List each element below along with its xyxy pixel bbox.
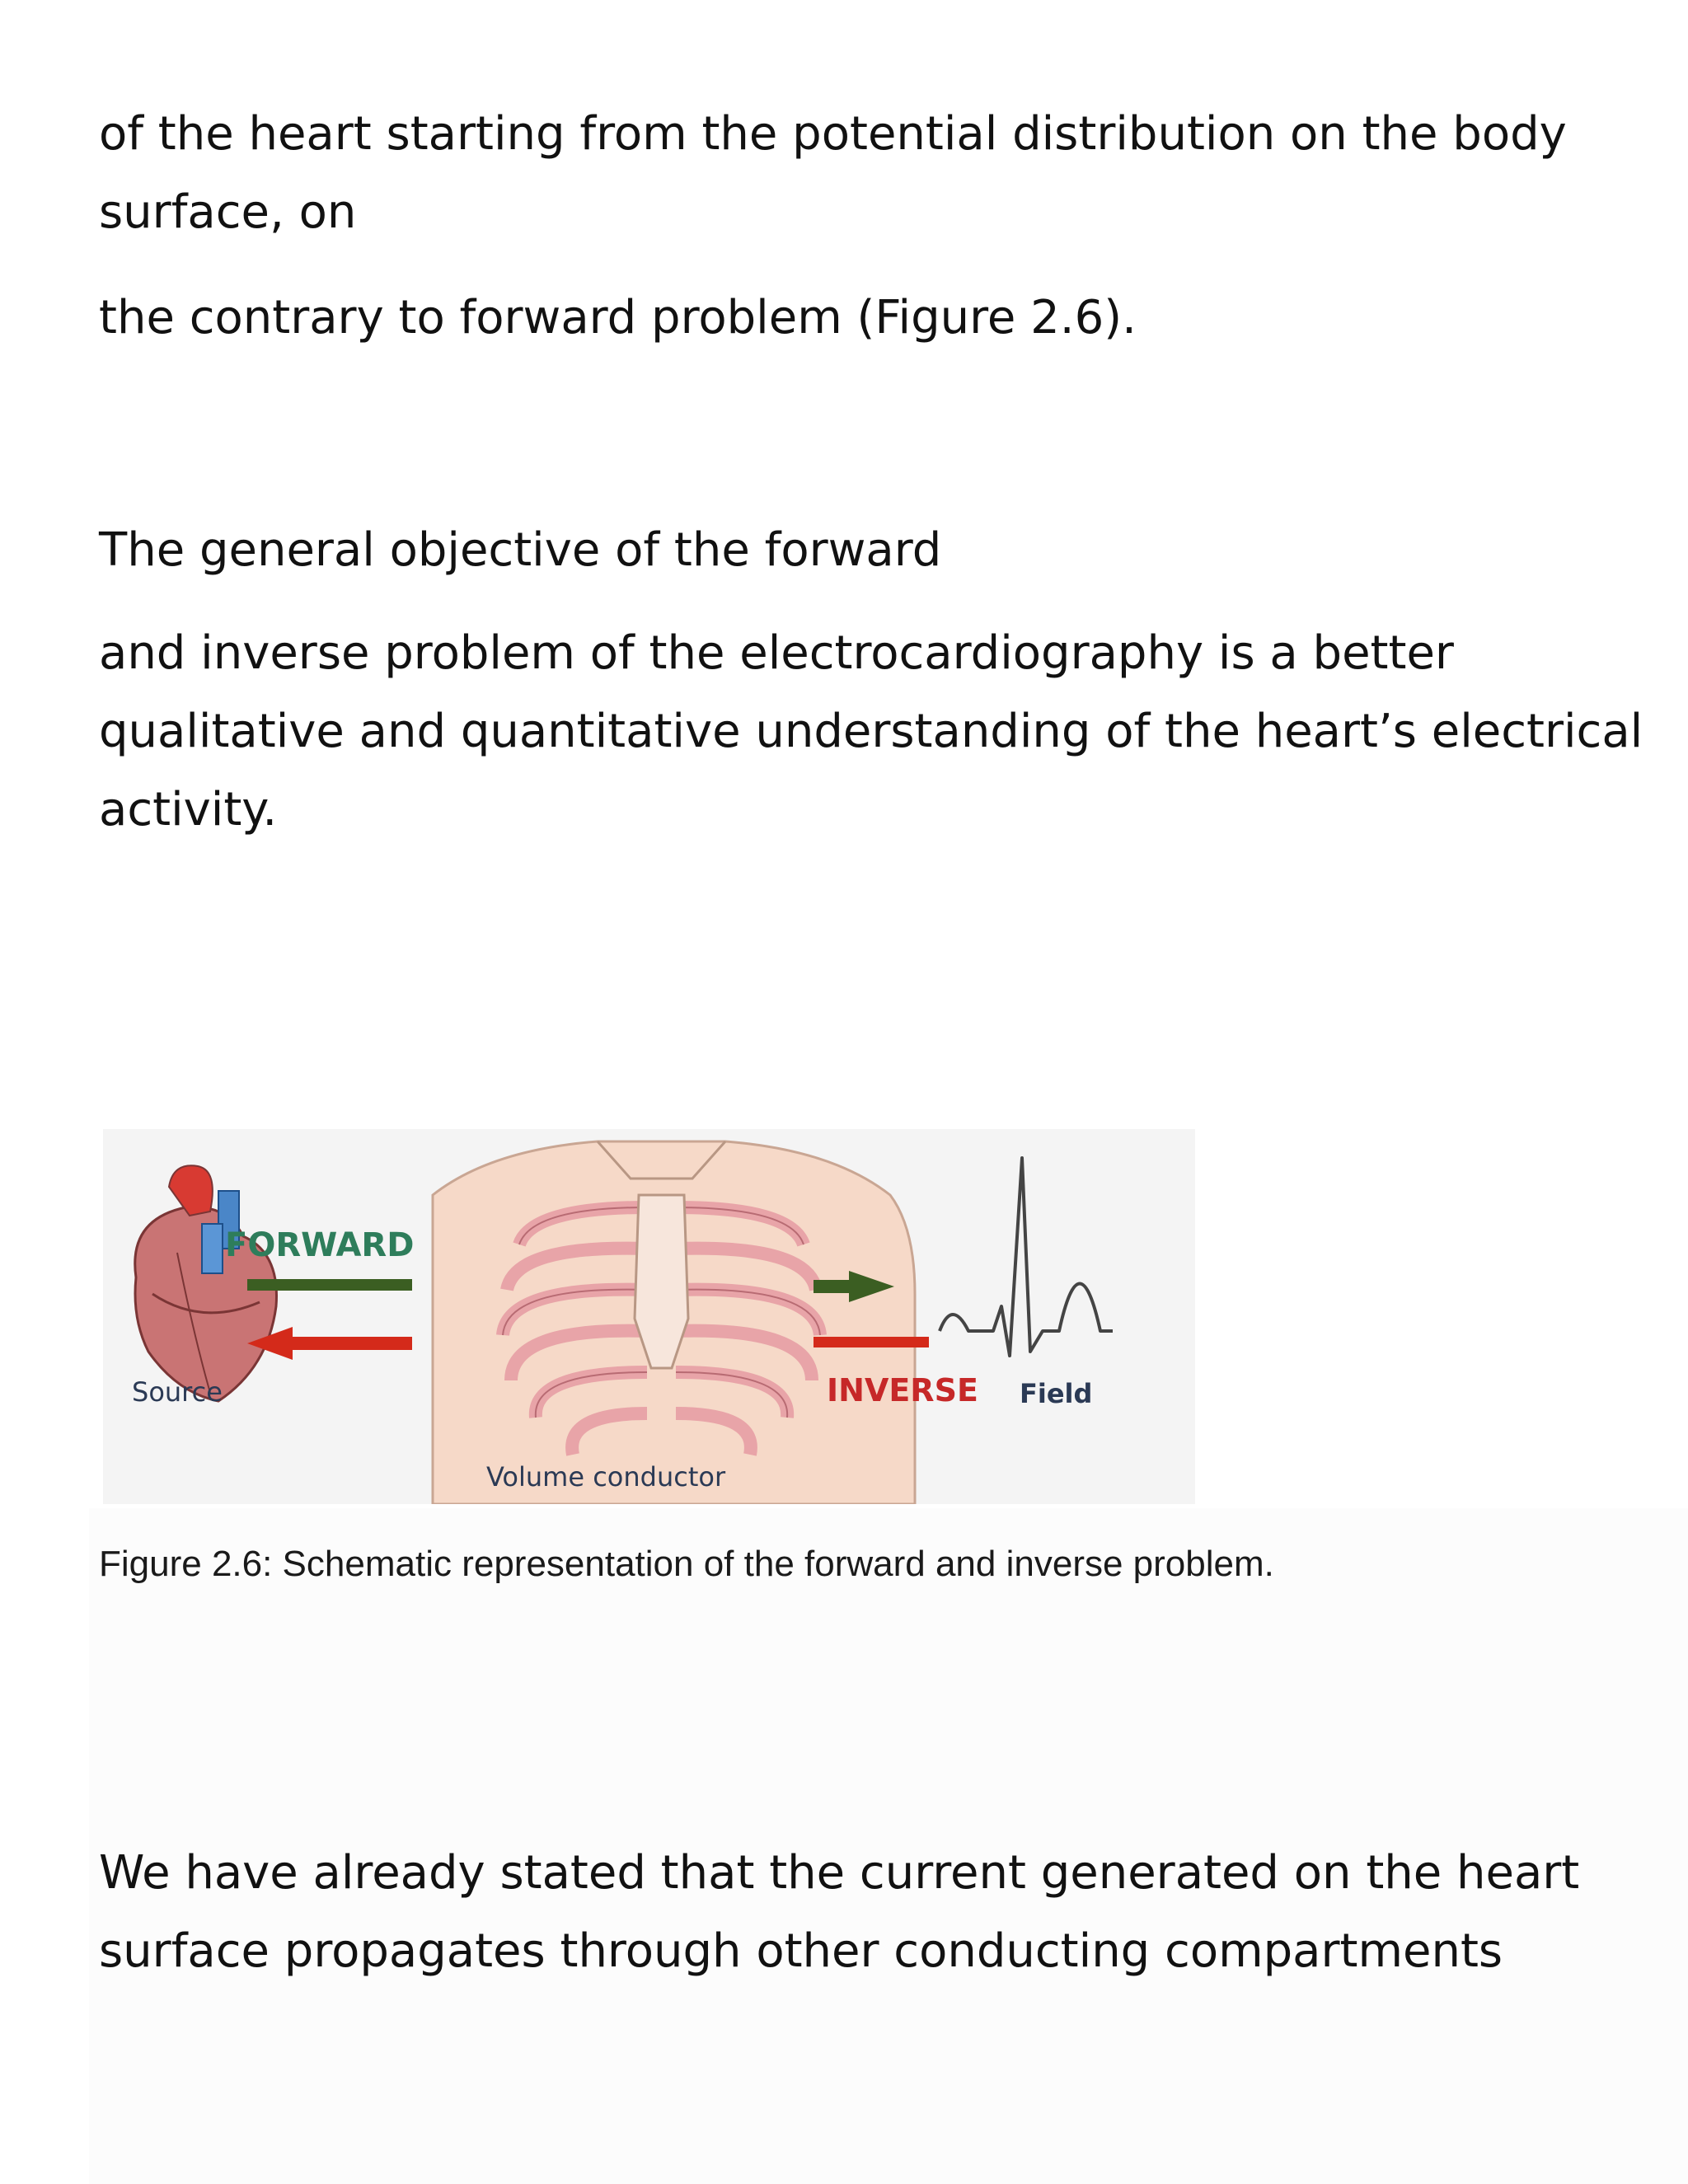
paragraph-5 xyxy=(99,1834,1579,1990)
source-label: Source xyxy=(132,1376,223,1408)
paragraph-line: qualitative and quantitative understanding of the heart’s electrical xyxy=(99,705,1643,758)
forward-arrow-bar xyxy=(247,1279,412,1291)
paragraph-line: and inverse problem of the electrocardiography is a better xyxy=(99,626,1454,680)
field-label: Field xyxy=(1020,1378,1093,1409)
figure-caption: Figure 2.6: Schematic representation of the forward and inverse problem. xyxy=(99,1544,1274,1584)
paragraph-line: of the heart starting from the potential distribution on the body xyxy=(99,107,1567,161)
paragraph-2 xyxy=(99,279,1137,357)
paragraph-line: The general objective of the forward xyxy=(99,523,942,577)
volume-conductor-label: Volume conductor xyxy=(486,1461,726,1493)
ecg-waveform xyxy=(940,1158,1113,1356)
inverse-arrow-bar xyxy=(814,1337,929,1347)
paragraph-4 xyxy=(99,614,1643,849)
forward-inverse-figure xyxy=(103,1129,1195,1504)
figure-illustration xyxy=(103,1129,1195,1504)
paragraph-line: We have already stated that the current generated on the heart xyxy=(99,1846,1580,1900)
paragraph-line: activity. xyxy=(99,783,278,837)
forward-label: FORWARD xyxy=(225,1226,415,1264)
paragraph-line: surface, on xyxy=(99,185,357,239)
inverse-label: INVERSE xyxy=(827,1372,978,1408)
paragraph-3 xyxy=(99,511,941,589)
paragraph-1 xyxy=(99,95,1567,251)
inverse-arrow-left xyxy=(247,1327,412,1360)
paragraph-line: the contrary to forward problem (Figure 2.6). xyxy=(99,291,1137,344)
torso-illustration xyxy=(433,1141,915,1504)
paragraph-line: surface propagates through other conducting compartments xyxy=(99,1924,1503,1978)
